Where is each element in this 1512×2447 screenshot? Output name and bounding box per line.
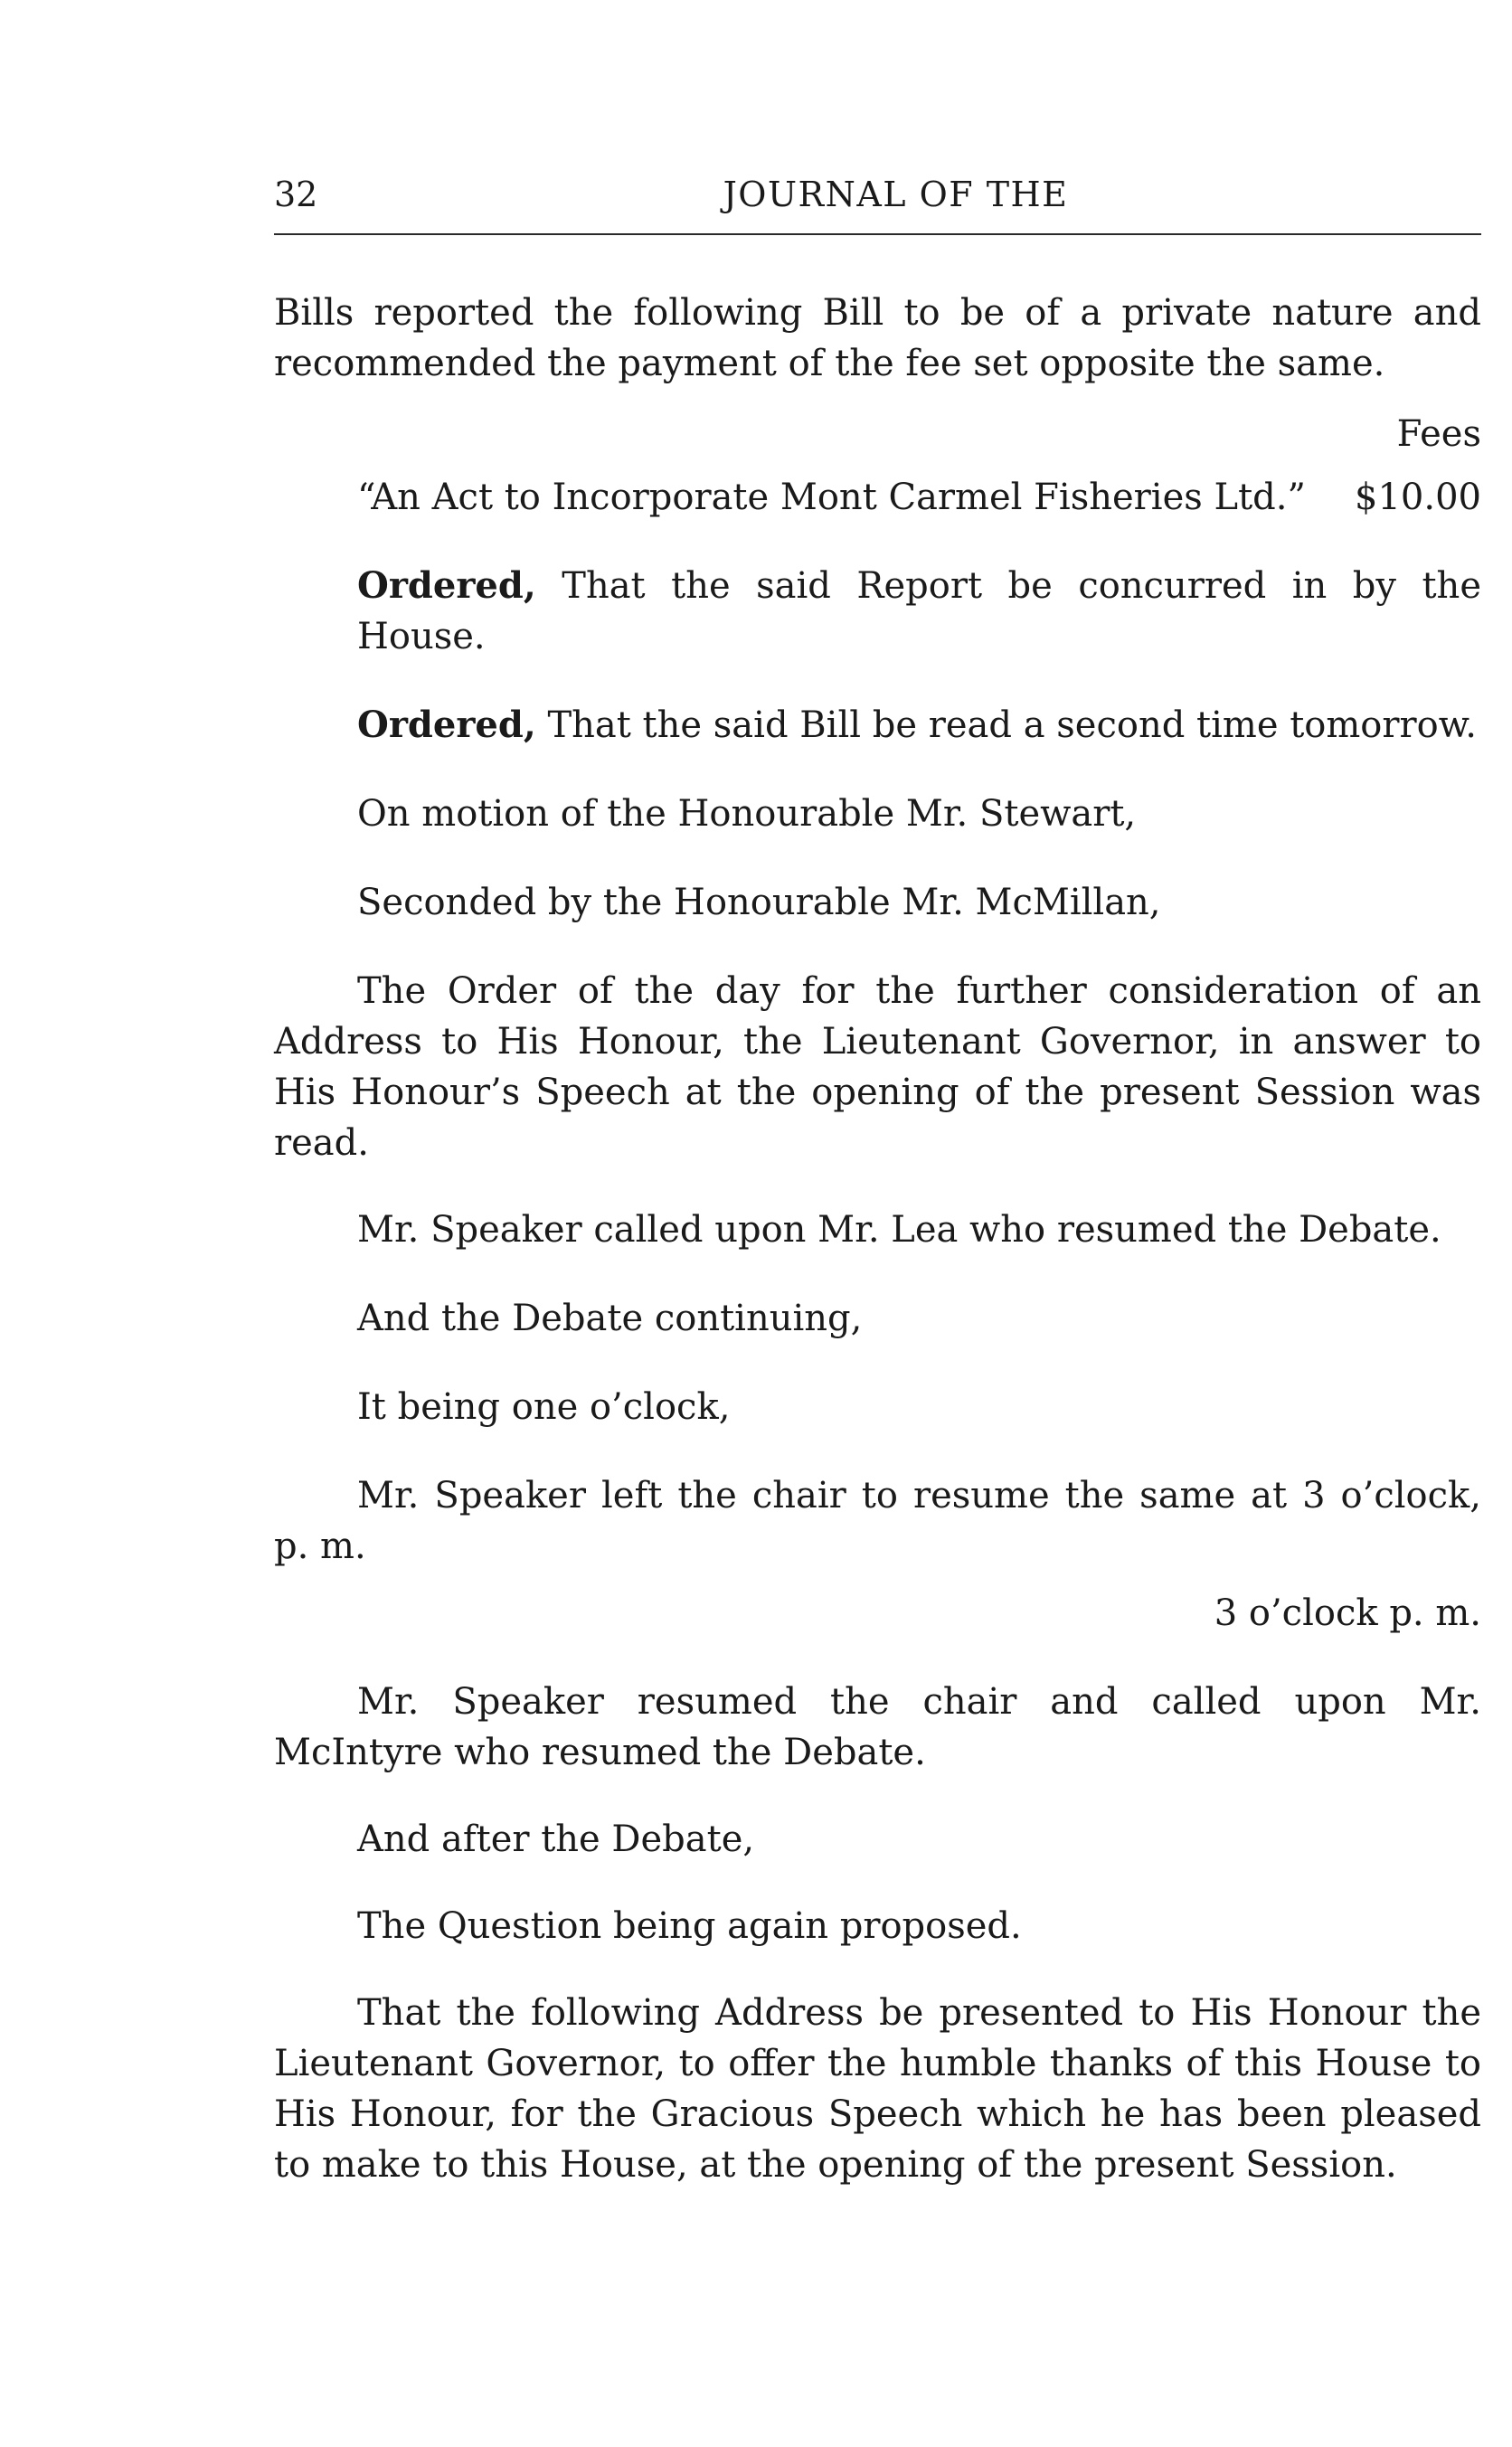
journal-body [274, 288, 1481, 2190]
one-oclock: It being one o’clock, [357, 1386, 731, 1428]
running-head: JOURNAL OF THE [723, 175, 1069, 214]
question-proposed: The Question being again proposed. [357, 1905, 1022, 1947]
ordered-second-reading [274, 700, 1481, 751]
three-oclock-heading: 3 o’clock p. m. [1214, 1592, 1481, 1634]
ordered-report-concurred [274, 561, 1481, 662]
header-rule [274, 233, 1481, 235]
ordered-text: That the said Bill be read a second time tomorrow. [535, 704, 1477, 746]
order-of-the-day: The Order of the day for the further consideration of an Address to His Honour, the Lieutenant Governor, in answer to His Honour’s Speech at the opening of the present Session was read. [274, 970, 1481, 1164]
speaker-left-chair: Mr. Speaker left the chair to resume the same at 3 o’clock, p. m. [274, 1475, 1481, 1567]
address-paragraph: That the following Address be presented to His Honour the Lieutenant Governor, to offer the humble thanks of this House to His Honour, for the Gracious Speech which he has been pleased to make to this House, at the opening of the present Session. [274, 1992, 1481, 2186]
motion-stewart: On motion of the Honourable Mr. Stewart, [357, 793, 1137, 835]
ordered-label: Ordered, [357, 564, 536, 607]
fee-item [274, 472, 1481, 523]
fee-item-amount: $10.00 [1355, 477, 1481, 518]
page-header [274, 172, 1481, 217]
seconded-mcmillan: Seconded by the Honourable Mr. McMillan, [357, 882, 1161, 923]
debate-continuing: And the Debate continuing, [357, 1298, 863, 1339]
fee-item-title: “An Act to Incorporate Mont Carmel Fisheries Ltd.” [357, 477, 1306, 518]
ordered-text: That the said Report be concurred in by the House. [357, 565, 1481, 657]
speaker-resumed-chair: Mr. Speaker resumed the chair and called upon Mr. McIntyre who resumed the Debate. [274, 1681, 1481, 1773]
speaker-calls-lea: Mr. Speaker called upon Mr. Lea who resumed the Debate. [357, 1209, 1441, 1251]
fees-heading: Fees [1396, 413, 1481, 455]
paragraph-bills-reported: Bills reported the following Bill to be of a private nature and recommended the payment of the fee set opposite the same. [274, 292, 1481, 384]
page-number: 32 [274, 175, 318, 214]
after-the-debate: And after the Debate, [357, 1819, 755, 1860]
ordered-label: Ordered, [357, 704, 536, 746]
